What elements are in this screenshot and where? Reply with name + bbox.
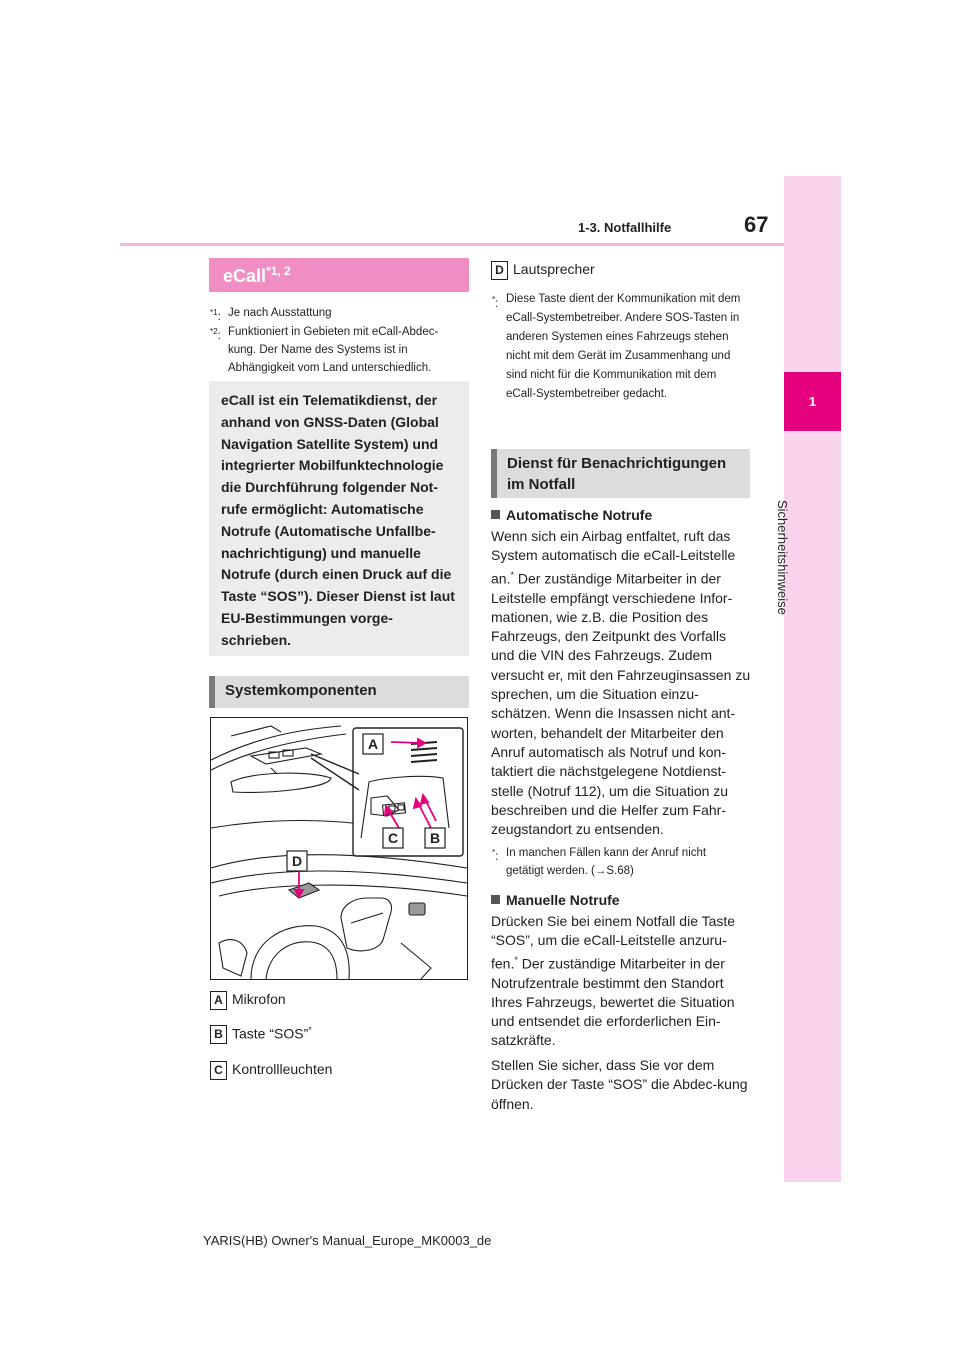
intro-box (209, 381, 469, 656)
component-d-label: D (491, 261, 508, 280)
header-rule (120, 243, 784, 246)
chapter-number-box: 1 (784, 372, 841, 431)
chapter-side-tab (784, 176, 841, 1182)
component-c-label: C (210, 1061, 227, 1080)
component-d-text: Lautsprecher (513, 261, 595, 278)
footnote-2-text: Funktioniert in Gebieten mit eCall-Abdec-kung. Der Name des Systems ist in Abhängigkeit vom Land unterschiedlich. (228, 326, 439, 374)
ecall-heading (209, 258, 469, 292)
manual-calls-text-2: Stellen Sie sicher, dass Sie vor dem Drücken der Taste “SOS” die Abdec-kung öffnen. (491, 1057, 748, 1112)
component-c (210, 1061, 332, 1080)
component-b-text: Taste “SOS” (232, 1025, 309, 1042)
figure-label-d: D (291, 853, 303, 869)
figure-label-c: C (387, 830, 399, 846)
component-a (210, 991, 286, 1010)
auto-calls-text: Wenn sich ein Airbag entfaltet, ruft das System automatisch die eCall-Leitstelle an.* Der zuständige Mitarbeiter in der Leitstelle empfängt verschiedene Infor-mationen, wie z.B. die Position des Fahrzeugs, den Zeitpunkt des Vorfalls und die VIN des Fahrzeugs. Zudem versucht er, mit den Fahrzeuginsassen zu sprechen, um die Situation einzu-schätzen. Wenn die Insassen nicht ant-worten, behandelt der Mitarbeiter den Anruf automatisch als Notruf und kon-taktiert die nächstgelegene Notdienst-stelle (Notruf 112), um die Situation zu beschreiben und die Helfer zum Fahr-zeugstandort zu entsenden. (491, 528, 751, 838)
system-components-heading: Systemkomponenten (209, 676, 469, 708)
intro-text: eCall ist ein Telematikdienst, der anhand von GNSS-Daten (Global Navigation Satellite System) und integrierter Mobilfunktechnologie die Durchführung folgender Not-rufe ermöglicht: Automatische Notrufe (Automatische Unfallbe-nachrichtigung) und manuelle Notrufe (durch einen Druck auf die Taste “SOS”). Dieser Dienst ist laut EU-Bestimmungen vorge-schrieben. (221, 392, 455, 648)
figure-label-a: A (367, 736, 379, 752)
bullet-square-icon (491, 895, 500, 904)
figure-label-b: B (429, 830, 441, 846)
section-title: 1-3. Notfallhilfe (578, 220, 672, 235)
footnote-2: $^{*2}$: Funktioniert in Gebieten mit eCall-Abdec-kung. Der Name des Systems ist in Abhängigkeit vom Land unterschiedlich. (210, 323, 470, 377)
service-heading: Dienst für Benachrichtigungen im Notfall (491, 449, 750, 498)
footnote-1: $^{*1}$: Je nach Ausstattung (210, 304, 470, 326)
footnote-1-text: Je nach Ausstattung (228, 307, 332, 319)
auto-calls-heading: Automatische Notrufe (491, 507, 652, 523)
manual-calls-heading: Manuelle Notrufe (491, 892, 620, 908)
ecall-heading-sup: *1, 2 (266, 264, 291, 278)
footnote-sos: *: Diese Taste dient der Kommunikation mit dem eCall-Systembetreiber. Andere SOS-Tasten in anderen Systemen eines Fahrzeugs stehen nicht mit dem Gerät im Zusammenhang und sind nicht für die Kommunikation mit dem eCall-Systembetreiber gedacht. (492, 290, 750, 404)
component-b-label: B (210, 1025, 227, 1044)
auto-calls-footnote: *: In manchen Fällen kann der Anruf nicht getätigt werden. (→S.68) (492, 847, 707, 877)
footer-text: YARIS(HB) Owner's Manual_Europe_MK0003_de (203, 1233, 492, 1248)
dashboard-illustration (210, 717, 468, 980)
component-a-label: A (210, 991, 227, 1010)
component-c-text: Kontrollleuchten (232, 1061, 333, 1078)
footnote-sos-text: Diese Taste dient der Kommunikation mit dem eCall-Systembetreiber. Andere SOS-Tasten in anderen Systemen eines Fahrzeugs stehen nicht mit dem Gerät im Zusammenhang und sind nicht für die Kommunikation mit dem eCall-Systembetreiber gedacht. (506, 293, 741, 400)
component-b: B Taste “SOS”* (210, 1025, 312, 1044)
bullet-square-icon (491, 510, 500, 519)
ecall-heading-title: eCall (223, 266, 267, 286)
page-number: 67 (744, 212, 769, 237)
component-a-text: Mikrofon (232, 991, 286, 1008)
chapter-title: Sicherheitshinweise (775, 500, 790, 615)
component-d (491, 261, 595, 280)
manual-calls-text: Drücken Sie bei einem Notfall die Taste “SOS”, um die eCall-Leitstelle anzuru-fen.* Der zuständige Mitarbeiter in der Notrufzentrale bestimmt den Standort Ihres Fahrzeugs, bewertet die Situation und entsendet die erforderlichen Ein-satzkräfte. (491, 913, 736, 1049)
